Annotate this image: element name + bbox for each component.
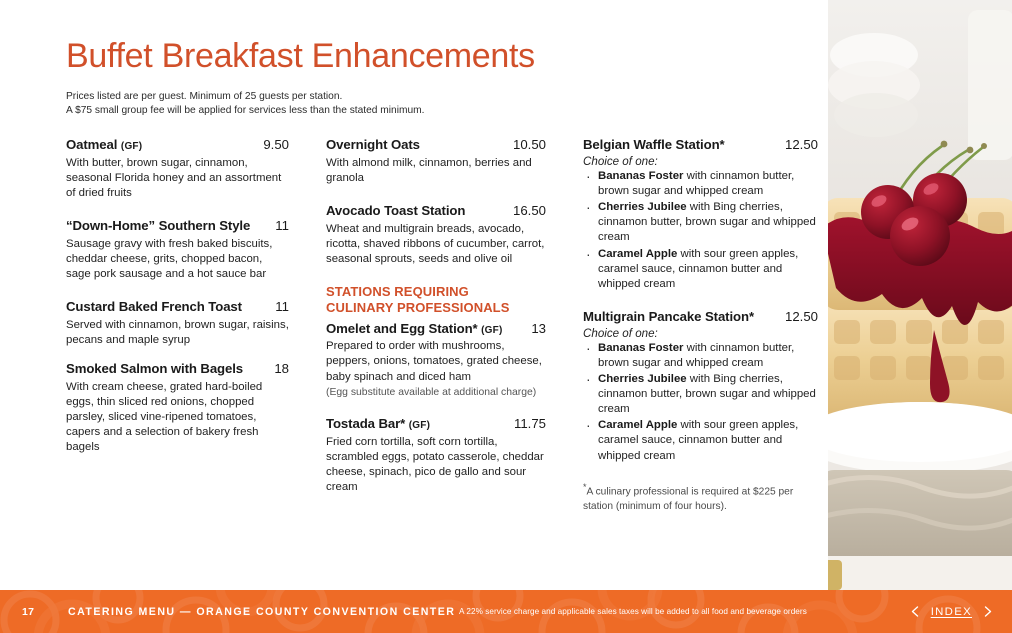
menu-item-overnight-oats: [326, 137, 546, 186]
item-description: With almond milk, cinnamon, berries and granola: [326, 156, 532, 184]
menu-column-2: [326, 137, 583, 514]
asterisk-marker: *: [583, 481, 587, 492]
option-name: Bananas Foster: [598, 169, 684, 182]
item-name: Avocado Toast Station: [326, 203, 466, 219]
item-price: 9.50: [263, 137, 289, 153]
menu-item-avocado-toast-station: [326, 203, 546, 267]
footer-navigation: [909, 605, 994, 618]
menu-item-smoked-salmon-with-bagels: [66, 361, 289, 455]
menu-item-omelet-and-egg-station: [326, 321, 546, 399]
waffle-cherries-photo: [828, 0, 1012, 590]
menu-item-custard-baked-french-toast: [66, 299, 289, 348]
item-price: 11: [275, 299, 289, 315]
option-item: [583, 418, 818, 463]
item-header: [326, 321, 546, 338]
section-heading-line-1: STATIONS REQUIRING: [326, 284, 469, 300]
option-name: Caramel Apple: [598, 419, 678, 432]
item-header: [66, 218, 289, 235]
option-item: [583, 372, 818, 417]
option-list: [583, 169, 818, 292]
menu-columns: [66, 137, 818, 514]
item-name: Smoked Salmon with Bagels: [66, 361, 244, 377]
option-description: with cinnamon butter, brown sugar and whipped cream: [598, 341, 795, 369]
item-header: [326, 203, 546, 220]
intro-line-2: A $75 small group fee will be applied for services less than the stated minimum.: [66, 105, 425, 117]
intro-line-1: Prices listed are per guest. Minimum of 25 guests per station.: [66, 91, 343, 103]
option-item: [583, 247, 818, 292]
menu-item-multigrain-pancake-station: [583, 309, 818, 464]
menu-item-oatmeal: [66, 137, 289, 201]
item-name: Multigrain Pancake Station*: [583, 309, 754, 325]
menu-content: [66, 0, 818, 590]
item-description: Sausage gravy with fresh baked biscuits, cheddar cheese, grits, chopped bacon, sage pork sausage and a hot sauce bar: [66, 237, 273, 281]
gluten-free-tag: (GF): [120, 141, 143, 153]
item-description: Served with cinnamon, brown sugar, raisins, pecans and maple syrup: [66, 318, 289, 346]
choice-label: Choice of one:: [583, 326, 658, 340]
option-description: with sour green apples, caramel sauce, cinnamon butter and whipped cream: [598, 247, 799, 290]
item-description: Prepared to order with mushrooms, peppers, onions, tomatoes, grated cheese, baby spinach and diced ham: [326, 340, 542, 383]
option-name: Caramel Apple: [598, 247, 678, 260]
menu-column-3: [583, 137, 818, 514]
item-price: 13: [531, 320, 546, 336]
option-name: Cherries Jubilee: [598, 201, 687, 214]
item-name: Overnight Oats: [326, 137, 420, 153]
item-price: 10.50: [512, 137, 546, 153]
item-description: Fried corn tortilla, soft corn tortilla, scrambled eggs, potato casserole, cheddar cheese, spinach, pico de gallo and sour cream: [326, 435, 544, 494]
footer-title: CATERING MENU — ORANGE COUNTY CONVENTION CENTER: [68, 605, 456, 618]
item-header: [326, 416, 546, 433]
culinary-professional-footnote: [583, 481, 818, 514]
chevron-right-icon[interactable]: [981, 605, 994, 618]
item-name: Tostada Bar* (GF): [326, 416, 431, 432]
menu-item-down-home-southern-style: [66, 218, 289, 282]
item-name: “Down-Home” Southern Style: [66, 218, 251, 234]
item-note: (Egg substitute available at additional charge): [326, 386, 537, 398]
menu-item-belgian-waffle-station: [583, 137, 818, 292]
item-price: 18: [274, 361, 289, 377]
gluten-free-tag: (GF): [481, 324, 503, 336]
section-heading-stations-requiring-culinary-professionals: [326, 284, 546, 316]
photo-illustration: [828, 0, 1012, 590]
page-number: 17: [22, 605, 35, 618]
item-header: [583, 309, 818, 326]
index-link[interactable]: INDEX: [930, 605, 972, 618]
item-name: Omelet and Egg Station* (GF): [326, 320, 503, 336]
item-description: With cream cheese, grated hard-boiled eggs, thin sliced red onions, chopped parsley, sliced vine-ripened tomatoes, capers and a selection of bakery fresh bagels: [66, 380, 263, 454]
option-item: [583, 200, 818, 245]
item-header: [66, 299, 289, 316]
item-description: Wheat and multigrain breads, avocado, ricotta, shaved ribbons of cucumber, carrot, seasonal sprouts, seeds and olive oil: [326, 222, 545, 265]
gluten-free-tag: (GF): [408, 420, 431, 432]
item-price: 12.50: [784, 137, 818, 153]
option-description: with Bing cherries, cinnamon butter, brown sugar and whipped cream: [598, 201, 816, 244]
item-price: 16.50: [512, 203, 546, 219]
item-price: 12.50: [784, 309, 818, 325]
page-footer: [0, 590, 1012, 633]
page-title: Buffet Breakfast Enhancements: [66, 37, 535, 75]
option-description: with cinnamon butter, brown sugar and whipped cream: [598, 169, 795, 197]
option-description: with sour green apples, caramel sauce, cinnamon butter and whipped cream: [598, 419, 799, 462]
item-header: [66, 361, 289, 378]
footnote-text: A culinary professional is required at $225 per station (minimum of four hours).: [583, 486, 794, 512]
item-name: Custard Baked French Toast: [66, 299, 242, 315]
item-header: [326, 137, 546, 154]
menu-column-1: [66, 137, 326, 514]
option-name: Bananas Foster: [598, 341, 684, 354]
section-heading-line-2: CULINARY PROFESSIONALS: [326, 299, 510, 315]
menu-item-tostada-bar: [326, 416, 546, 495]
footer-terms-text: A 22% service charge and applicable sales taxes will be added to all food and beverage orders: [459, 607, 807, 616]
pricing-intro: [66, 90, 818, 118]
item-header: [583, 137, 818, 154]
footer-content: [0, 590, 1012, 633]
chevron-left-icon[interactable]: [909, 605, 922, 618]
option-description: with Bing cherries, cinnamon butter, brown sugar and whipped cream: [598, 372, 816, 416]
item-name: Oatmeal (GF): [66, 137, 143, 153]
item-name: Belgian Waffle Station*: [583, 137, 725, 153]
item-description: With butter, brown sugar, cinnamon, seasonal Florida honey and an assortment of dried fruits: [66, 156, 282, 200]
option-item: [583, 341, 818, 371]
option-list: [583, 341, 818, 464]
option-item: [583, 169, 818, 199]
item-price: 11: [275, 218, 289, 234]
option-name: Cherries Jubilee: [598, 372, 687, 385]
item-header: [66, 137, 289, 154]
choice-label: Choice of one:: [583, 154, 658, 168]
item-price: 11.75: [513, 416, 546, 432]
